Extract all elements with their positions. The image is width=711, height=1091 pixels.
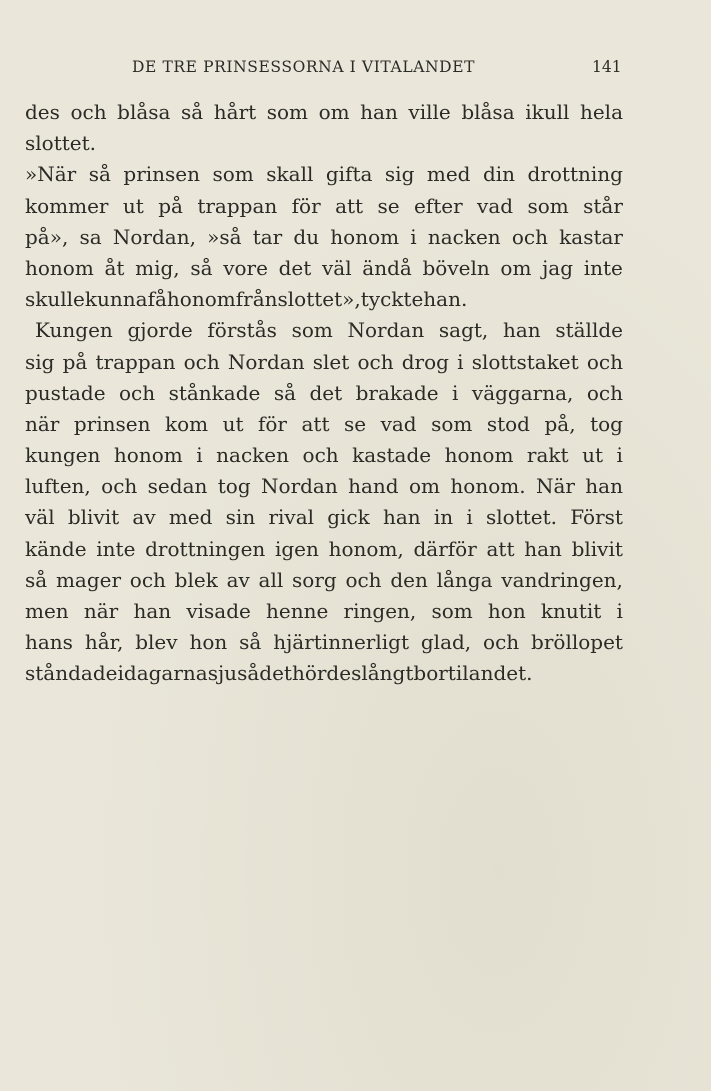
word: så <box>237 661 260 686</box>
word: slottet. <box>486 505 558 530</box>
word: trappan <box>95 349 176 374</box>
word: långt <box>361 661 414 686</box>
word: henne <box>266 599 329 623</box>
word: efter <box>413 193 463 218</box>
word: vad <box>380 411 417 436</box>
word: som <box>291 318 333 343</box>
word: han <box>133 599 172 623</box>
word: ut <box>122 193 144 218</box>
word: hår, <box>84 630 124 655</box>
word: hördes <box>291 661 362 686</box>
word: och <box>119 380 156 405</box>
word: om <box>318 100 350 124</box>
word: slottstaket <box>471 349 579 374</box>
word: och <box>345 567 382 592</box>
word: när <box>25 411 60 436</box>
word: han <box>382 505 421 530</box>
word: drottning <box>527 162 623 187</box>
word: rakt <box>526 443 569 468</box>
word: väl <box>25 505 55 530</box>
word: ståndade <box>25 661 118 686</box>
word: det <box>259 661 292 686</box>
word: som <box>431 411 473 436</box>
word: slet <box>312 349 350 374</box>
word: förstås <box>207 318 277 343</box>
word: det <box>309 380 343 405</box>
word: han <box>524 536 562 561</box>
word: tar <box>252 224 283 249</box>
word: som <box>266 100 309 124</box>
text-line <box>25 222 623 253</box>
text-line <box>25 128 623 159</box>
word: inte <box>583 255 623 280</box>
word: gick <box>327 505 370 530</box>
word: slottet», <box>277 287 361 312</box>
word: igen <box>274 536 319 561</box>
word: långa <box>436 567 493 592</box>
word: kastade <box>352 443 432 468</box>
text-line <box>25 596 623 627</box>
word: stod <box>486 411 530 436</box>
word: honom <box>330 224 400 249</box>
word: så <box>25 567 48 592</box>
word: all <box>258 567 284 592</box>
word: prinsen <box>123 162 201 187</box>
word: Nordan <box>347 318 425 343</box>
word: står <box>583 193 623 218</box>
word: om <box>500 255 532 280</box>
text-line <box>25 565 623 596</box>
word: kungen <box>25 443 101 468</box>
word: blivit <box>67 505 120 530</box>
word: sa <box>79 224 102 249</box>
word: ringen, <box>343 599 417 623</box>
word: som <box>527 193 569 218</box>
word: landet. <box>462 661 533 686</box>
text-line <box>25 440 623 471</box>
word: därför <box>413 536 477 561</box>
word: sagt, <box>438 318 489 343</box>
word: honom <box>166 287 236 312</box>
word: sju <box>207 661 238 686</box>
word: bort <box>413 661 456 686</box>
text-line <box>25 409 623 440</box>
word: blek <box>174 567 218 592</box>
word: ut <box>582 443 603 468</box>
word: luften, <box>25 474 91 499</box>
word: drottningen <box>145 536 266 561</box>
word: ville <box>408 100 451 124</box>
word: vore <box>223 255 268 280</box>
word: så <box>273 380 297 405</box>
word: prinsen <box>73 411 151 436</box>
word: av <box>226 567 250 592</box>
word: honom <box>444 443 514 468</box>
word: dagarna <box>123 661 208 686</box>
text-line <box>25 253 623 284</box>
word: tog <box>217 474 251 499</box>
word: i <box>455 661 463 686</box>
word: i <box>410 224 417 249</box>
word: blåsa <box>117 100 171 124</box>
word: honom <box>25 255 94 280</box>
word: hon <box>487 599 526 623</box>
word: hjärtinnerligt <box>273 630 409 655</box>
text-line <box>25 378 623 409</box>
word: och <box>70 100 107 124</box>
word: och <box>483 630 520 655</box>
word: hela <box>579 100 623 124</box>
word: och <box>586 349 623 374</box>
word: slottet. <box>25 131 97 156</box>
word: för <box>291 193 321 218</box>
word: så <box>181 100 204 124</box>
word: så <box>88 162 111 187</box>
word: ställde <box>555 318 623 343</box>
word: om <box>409 474 441 499</box>
word: »När <box>25 162 77 187</box>
word: bröllopet <box>531 630 623 655</box>
word: i <box>117 661 124 686</box>
word: kunna <box>84 287 148 312</box>
word: på, <box>544 411 576 436</box>
word: drog <box>401 349 449 374</box>
text-line <box>25 97 623 128</box>
word: att <box>301 411 330 436</box>
word: hon <box>189 630 228 655</box>
word: väggarna, <box>471 380 574 405</box>
word: vandringen, <box>501 567 623 592</box>
word: skulle <box>25 287 85 312</box>
word: stånkade <box>168 380 261 405</box>
word: se <box>377 193 400 218</box>
text-line <box>25 315 623 346</box>
word: honom. <box>450 474 526 499</box>
word: jag <box>542 255 574 280</box>
word: tog <box>590 411 623 436</box>
word: hans <box>25 630 73 655</box>
word: på <box>62 349 88 374</box>
word: hand <box>348 474 399 499</box>
word: i <box>616 599 623 623</box>
word: gifta <box>325 162 373 187</box>
word: och <box>302 443 339 468</box>
word: på», <box>25 224 69 249</box>
running-title: DE TRE PRINSESSORNA I VITALANDET <box>132 58 476 76</box>
word: honom, <box>328 536 404 561</box>
word: blåsa <box>461 100 515 124</box>
word: Nordan <box>261 474 338 499</box>
word: så <box>190 255 213 280</box>
body-text <box>25 97 623 690</box>
word: Först <box>570 505 623 530</box>
word: och <box>129 567 166 592</box>
word: sorg <box>292 567 337 592</box>
word: böveln <box>422 255 490 280</box>
word: tyckte <box>360 287 424 312</box>
word: och <box>101 474 138 499</box>
word: När <box>535 474 575 499</box>
word: åt <box>104 255 125 280</box>
text-line <box>25 502 623 533</box>
word: visade <box>186 599 251 623</box>
word: blivit <box>571 536 623 561</box>
word: trappan <box>197 193 278 218</box>
text-line <box>25 284 623 315</box>
word: det <box>278 255 312 280</box>
word: du <box>293 224 320 249</box>
word: med <box>168 505 213 530</box>
word: i <box>196 443 203 468</box>
word: mager <box>55 567 122 592</box>
word: i <box>616 443 623 468</box>
word: se <box>343 411 367 436</box>
word: från <box>235 287 278 312</box>
word: med <box>426 162 471 187</box>
word: av <box>132 505 156 530</box>
word: sig <box>25 349 55 374</box>
text-line <box>25 159 623 190</box>
word: han <box>585 474 623 499</box>
word: att <box>486 536 515 561</box>
text-line <box>25 534 623 565</box>
word: när <box>83 599 119 623</box>
word: väl <box>321 255 352 280</box>
word: kom <box>164 411 209 436</box>
text-line <box>25 347 623 378</box>
word: Kungen <box>35 318 113 343</box>
word: i <box>452 380 459 405</box>
word: och <box>586 380 623 405</box>
word: rival <box>268 505 315 530</box>
word: ikull <box>525 100 570 124</box>
word: knutit <box>540 599 602 623</box>
word: i <box>466 505 473 530</box>
word: kommer <box>25 193 109 218</box>
word: pustade <box>25 380 106 405</box>
word: sin <box>225 505 256 530</box>
text-line <box>25 191 623 222</box>
word: sig <box>384 162 415 187</box>
word: honom <box>113 443 183 468</box>
word: hårt <box>213 100 257 124</box>
word: »så <box>207 224 242 249</box>
word: som <box>212 162 254 187</box>
word: nacken <box>216 443 290 468</box>
word: mig, <box>135 255 180 280</box>
text-line <box>25 627 623 658</box>
word: sedan <box>147 474 208 499</box>
word: blev <box>135 630 178 655</box>
word: brakade <box>355 380 439 405</box>
word: kastar <box>559 224 623 249</box>
word: och <box>511 224 548 249</box>
word: att <box>335 193 364 218</box>
word: glad, <box>420 630 472 655</box>
word: få <box>147 287 167 312</box>
word: Nordan, <box>112 224 196 249</box>
running-head <box>0 58 711 82</box>
word: inte <box>96 536 136 561</box>
word: och <box>183 349 220 374</box>
word: Nordan <box>227 349 305 374</box>
word: in <box>433 505 454 530</box>
word: skall <box>266 162 314 187</box>
word: han. <box>423 287 468 312</box>
word: i <box>457 349 464 374</box>
text-line <box>25 471 623 502</box>
word: des <box>25 100 60 124</box>
word: ändå <box>362 255 412 280</box>
word: kände <box>25 536 87 561</box>
word: vad <box>477 193 514 218</box>
text-line <box>25 658 623 689</box>
word: så <box>239 630 262 655</box>
word: men <box>25 599 69 623</box>
word: gjorde <box>127 318 193 343</box>
word: och <box>357 349 394 374</box>
word: din <box>482 162 516 187</box>
word: som <box>431 599 473 623</box>
word: för <box>257 411 287 436</box>
word: den <box>390 567 428 592</box>
page-number: 141 <box>592 58 622 76</box>
word: han <box>502 318 541 343</box>
word: ut <box>222 411 244 436</box>
word: han <box>360 100 398 124</box>
word: nacken <box>427 224 501 249</box>
word: på <box>158 193 183 218</box>
